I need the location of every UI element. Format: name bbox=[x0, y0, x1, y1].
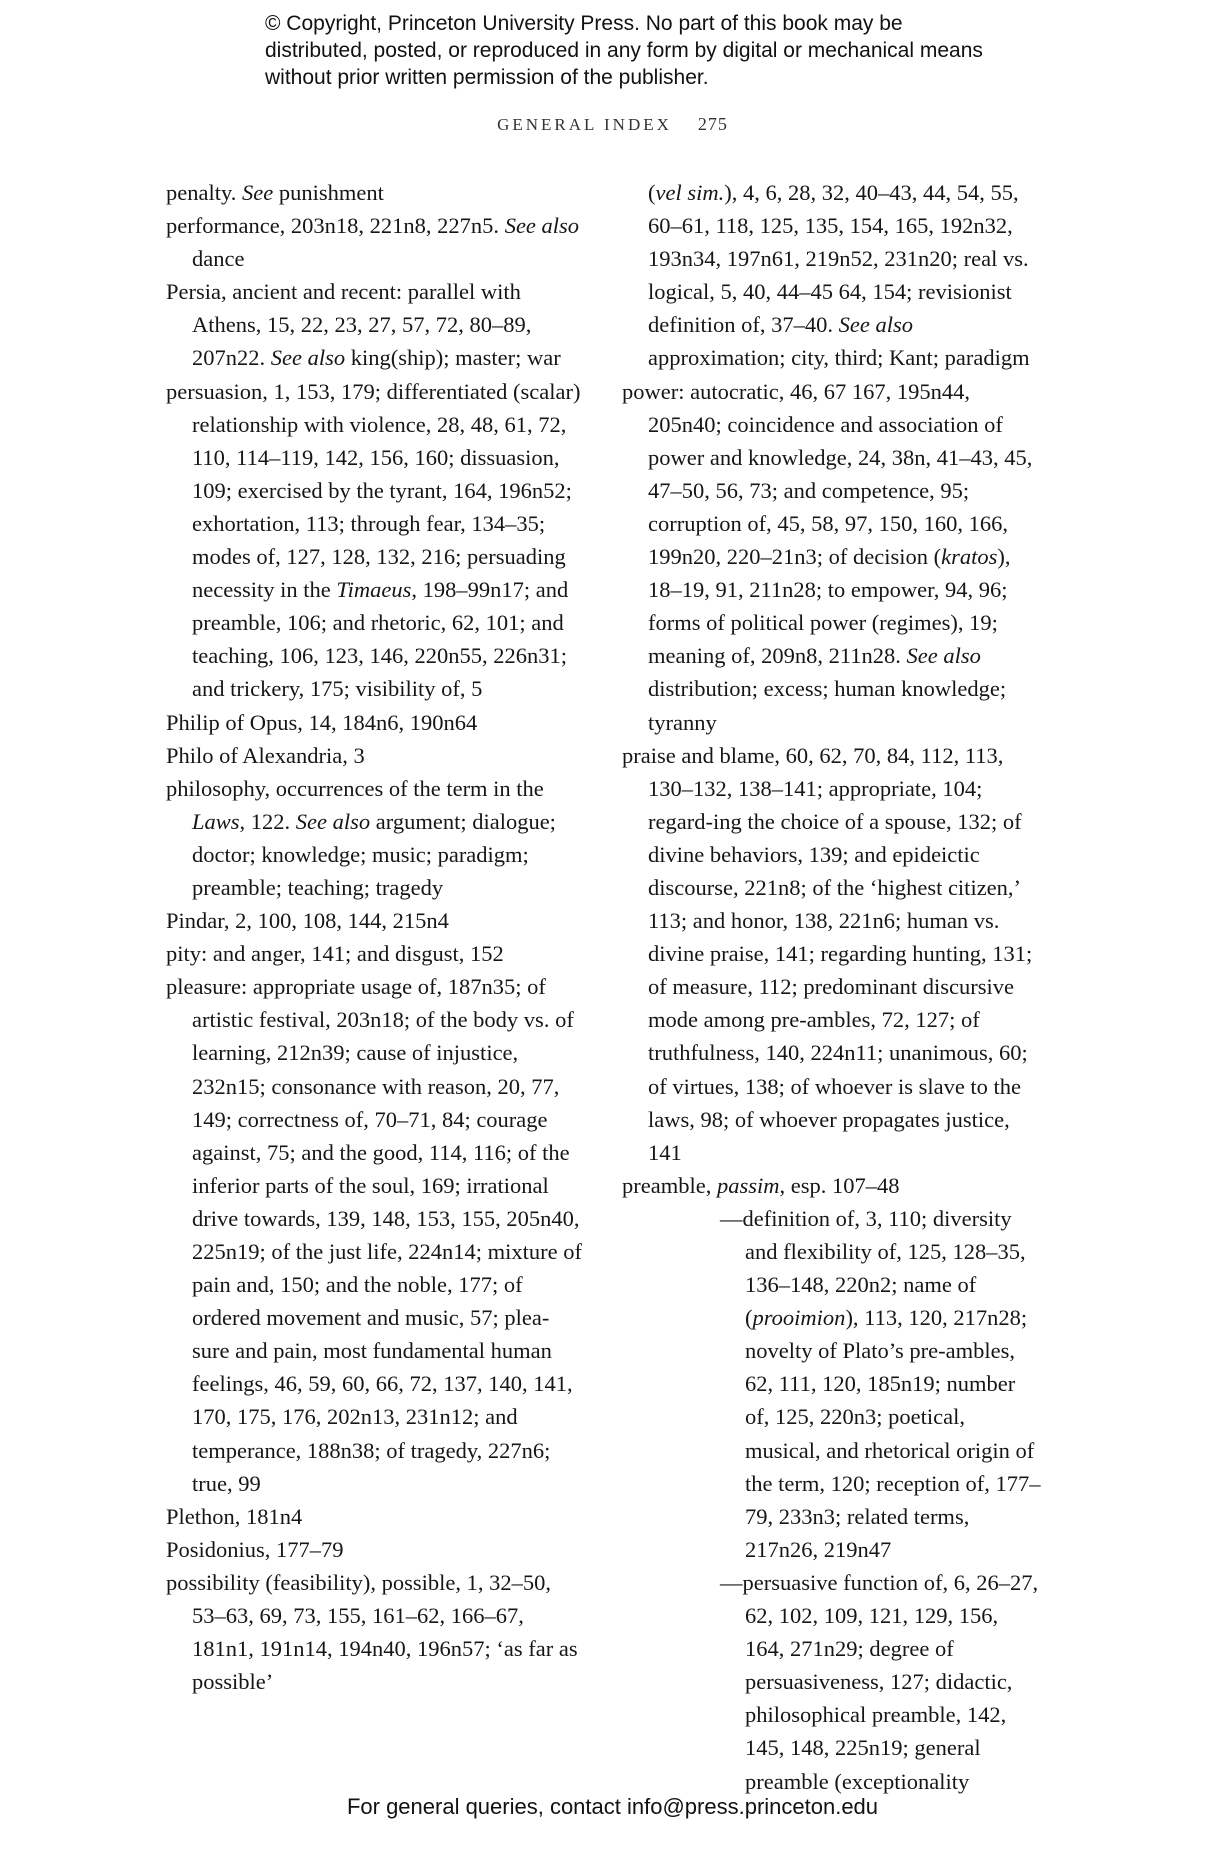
index-text-italic: prooimion bbox=[752, 1305, 846, 1331]
index-text: argument; dialogue; doctor; knowledge; music; paradigm; preamble; teaching; tragedy bbox=[192, 808, 556, 900]
index-column-right bbox=[622, 176, 1042, 1798]
index-text: —definition of, 3, 110; diversity and flexibility of, 125, 128–35, 136–148, 220n2; name of ( bbox=[720, 1205, 1026, 1331]
copyright-notice: © Copyright, Princeton University Press. No part of this book may be distributed, posted, or reproduced in any form by digital or mechanical means without prior written permission of the publisher. bbox=[265, 12, 983, 89]
index-text-italic: Timaeus bbox=[336, 577, 412, 603]
index-text: ), 18–19, 91, 211n28; to empower, 94, 96; forms of political power (regimes), 19; meaning of, 209n8, 211n28. bbox=[648, 544, 1011, 669]
index-text: persuasion, 1, 153, 179; differentiated (scalar) relationship with violence, 28, 48, 61, 72, 110, 114–119, 142, 156, 160; dissuasion, 109; exercised by the tyrant, 164, 196n52; exhortation, 113; through fear, 134–35; modes of, 127, 128, 132, 216; persuading necessity in the bbox=[166, 378, 581, 603]
index-text: Plethon, 181n4 bbox=[166, 1503, 303, 1529]
index-entry bbox=[166, 772, 586, 904]
index-text: penalty. bbox=[166, 180, 243, 205]
index-text-italic: passim bbox=[716, 1172, 780, 1198]
index-text-italic: kratos bbox=[941, 544, 998, 570]
index-text: Pindar, 2, 100, 108, 144, 215n4 bbox=[166, 908, 449, 934]
index-text-italic: See also bbox=[838, 312, 913, 338]
footer-contact: For general queries, contact info@press.princeton.edu bbox=[346, 1794, 879, 1819]
index-text: possibility (feasibility), possible, 1, 32–50, 53–63, 69, 73, 155, 161–62, 166–67, 181n1, 191n14, 194n40, 196n57; ‘as far as possible’ bbox=[166, 1569, 578, 1695]
index-entry bbox=[166, 937, 586, 970]
index-text-italic: See also bbox=[270, 345, 346, 371]
index-text: , 122. bbox=[239, 808, 296, 834]
index-text: philosophy, occurrences of the term in the bbox=[166, 775, 544, 801]
index-text: king(ship); master; war bbox=[345, 345, 561, 371]
index-text-italic: vel sim. bbox=[655, 180, 725, 205]
index-entry bbox=[166, 176, 586, 209]
index-text: , esp. 107–48 bbox=[779, 1172, 900, 1198]
index-column-left bbox=[166, 176, 586, 1698]
index-entry bbox=[166, 375, 586, 706]
index-entry bbox=[622, 176, 1042, 375]
index-entry bbox=[166, 1533, 586, 1566]
index-text: —persuasive function of, 6, 26–27, 62, 102, 109, 121, 129, 156, 164, 271n29; degree of persuasiveness, 127; didactic, philosophical preamble, 142, 145, 148, 225n19; general preamble (exceptionality bbox=[720, 1569, 1039, 1794]
index-text: performance, 203n18, 221n8, 227n5. bbox=[166, 213, 505, 239]
index-text: praise and blame, 60, 62, 70, 84, 112, 113, 130–132, 138–141; appropriate, 104; regard-ing the choice of a spouse, 132; of divine behaviors, 139; and epideictic discourse, 221n8; of the ‘highest citizen,’ 113; and honor, 138, 221n6; human vs. divine praise, 141; regarding hunting, 131; of measure, 112; predominant discursive mode among pre-ambles, 72, 127; of truthfulness, 140, 224n11; unanimous, 60; of virtues, 138; of whoever is slave to the laws, 98; of whoever propagates justice, 141 bbox=[622, 742, 1033, 1165]
running-head-title: GENERAL INDEX bbox=[497, 115, 672, 134]
index-text: approximation; city, third; Kant; paradigm bbox=[648, 345, 1030, 371]
index-text: Philo of Alexandria, 3 bbox=[166, 742, 365, 768]
index-entry bbox=[622, 1169, 1042, 1202]
index-entry bbox=[622, 739, 1042, 1169]
index-entry bbox=[166, 970, 586, 1500]
index-text: Philip of Opus, 14, 184n6, 190n64 bbox=[166, 709, 478, 735]
index-entry bbox=[166, 1500, 586, 1533]
index-text-italic: Laws bbox=[192, 808, 240, 834]
index-text: preamble, bbox=[622, 1172, 717, 1198]
index-entry bbox=[166, 904, 586, 937]
index-text: pleasure: appropriate usage of, 187n35; of artistic festival, 203n18; of the body vs. of learning, 212n39; cause of injustice, 232n15; consonance with reason, 20, 77, 149; correctness of, 70–71, 84; courage against, 75; and the good, 114, 116; of the inferior parts of the soul, 169; irrational drive towards, 139, 148, 153, 155, 205n40, 225n19; of the just life, 224n14; mixture of pain and, 150; and the noble, 177; of ordered movement and music, 57; plea-sure and pain, most fundamental human feelings, 46, 59, 60, 66, 72, 137, 140, 141, 170, 175, 176, 202n13, 231n12; and temperance, 188n38; of tragedy, 227n6; true, 99 bbox=[166, 974, 582, 1496]
index-text: pity: and anger, 141; and disgust, 152 bbox=[166, 941, 504, 967]
index-subentry bbox=[622, 1566, 1042, 1798]
index-text: ), 4, 6, 28, 32, 40–43, 44, 54, 55, 60–61, 118, 125, 135, 154, 165, 192n32, 193n34, 197n61, 219n52, 231n20; real vs. logical, 5, 40, 44–45 64, 154; revisionist definition of, 37–40. bbox=[648, 180, 1029, 338]
page-number: 275 bbox=[697, 114, 728, 134]
index-subentry bbox=[622, 1202, 1042, 1566]
index-text-italic: See bbox=[242, 180, 274, 205]
index-text-italic: See also bbox=[906, 643, 981, 669]
running-head bbox=[0, 114, 1225, 135]
index-text: power: autocratic, 46, 67 167, 195n44, 205n40; coincidence and association of power and knowledge, 24, 38n, 41–43, 45, 47–50, 56, 73; and competence, 95; corruption of, 45, 58, 97, 150, 160, 166, 199n20, 220–21n3; of decision ( bbox=[622, 378, 1033, 570]
index-text-italic: See also bbox=[504, 213, 580, 239]
index-text: distribution; excess; human knowledge; tyranny bbox=[648, 676, 1007, 735]
index-entry bbox=[622, 375, 1042, 739]
index-entry bbox=[166, 739, 586, 772]
index-text: , 198–99n17; and preamble, 106; and rhetoric, 62, 101; and teaching, 106, 123, 146, 220n55, 226n31; and trickery, 175; visibility of, 5 bbox=[192, 577, 569, 702]
index-text: Posidonius, 177–79 bbox=[166, 1536, 344, 1562]
index-entry bbox=[166, 706, 586, 739]
index-text: Persia, ancient and recent: parallel with Athens, 15, 22, 23, 27, 57, 72, 80–89, 207n22. bbox=[166, 279, 532, 371]
index-entry bbox=[166, 1566, 586, 1698]
index-entry bbox=[166, 275, 586, 374]
index-text: ), 113, 120, 217n28; novelty of Plato’s pre-ambles, 62, 111, 120, 185n19; number of, 125, 220n3; poetical, musical, and rhetorical origin of the term, 120; reception of, 177–79, 233n3; related terms, 217n26, 219n47 bbox=[745, 1305, 1041, 1562]
index-text: dance bbox=[192, 246, 245, 272]
index-text: punishment bbox=[273, 180, 384, 205]
index-entry bbox=[166, 209, 586, 275]
index-text-italic: See also bbox=[295, 808, 371, 834]
index-text: ( bbox=[648, 180, 656, 205]
